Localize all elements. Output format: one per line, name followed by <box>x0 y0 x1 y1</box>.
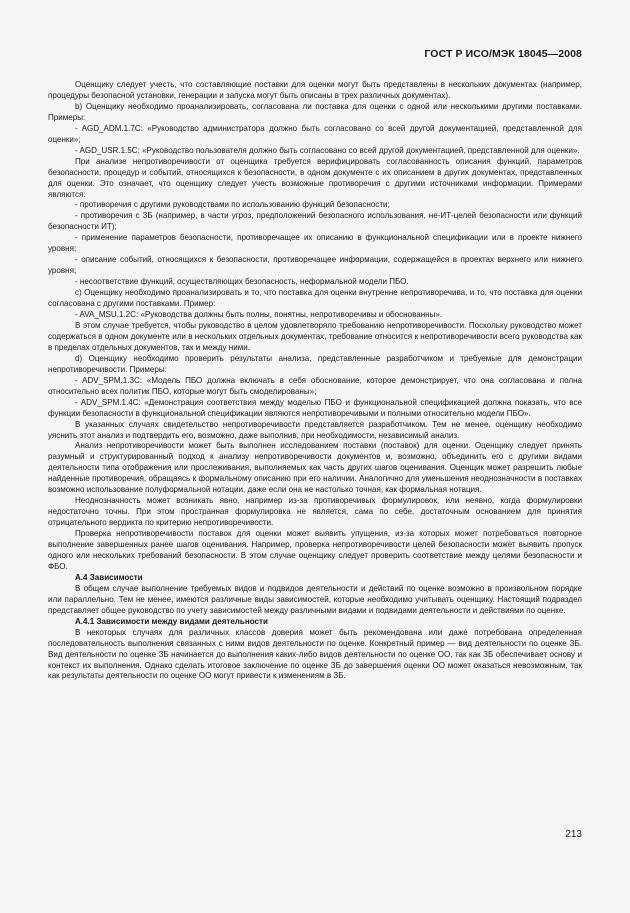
paragraph: В указанных случаях свидетельство непротиворечивости представляется разработчиком. Тем не менее, оценщику необходимо уяснить этот анализ и подтвердить его, возможно, даже выполнив, при необходимости, независимый анализ. <box>48 419 582 440</box>
list-item: - противоречия с ЗБ (например, в части угроз, предположений безопасного использования, не-ИТ-целей безопасности или функций безопасности ИТ); <box>48 211 582 232</box>
list-item: - AVA_MSU.1.2С: «Руководства должны быть полны, понятны, непротиворечивы и обоснованны». <box>75 310 443 320</box>
paragraph: Проверка непротиворечивости поставок для оценки может выявить упущения, из-за которых может потребоваться повторное выполнение завершенных ранее шагов оценивания. Например, проверка непротиворечивости целей безопасности может выявить пропуск одного или нескольких требований безопасности. В этом случае оценщику следует проверить соответствие между целями безопасности и ФБО. <box>48 529 582 571</box>
list-item: - применение параметров безопасности, противоречащее их описанию в функциональной спецификации или в проекте нижнего уровня; <box>48 233 582 254</box>
list-item: - ADV_SPM.1.4С: «Демонстрация соответствия между моделью ПБО и функциональной спецификацией должна показать, что все функции безопасности в функциональной спецификации являются непротиворечивыми и полными относительно модели ПБО». <box>48 397 582 418</box>
list-item: - ADV_SPM.1.3С: «Модель ПБО должна включать в себя обоснование, которое демонстрирует, что она согласована и полна относительно всех политик ПБО, которые могут быть смоделированы»; <box>48 375 582 396</box>
section-heading: А.4 Зависимости <box>75 572 143 582</box>
page-body <box>48 80 582 682</box>
page-number: 213 <box>565 829 582 840</box>
paragraph: В этом случае требуется, чтобы руководство в целом удовлетворяло требованию непротиворечивости. Поскольку руководство может содержаться в одном документе или в нескольких отдельных документах, требование относится к непротиворечивости всего руководства как в пределах отдельных документов, так и между ними. <box>48 320 582 352</box>
list-item: - несоответствие функций, осуществляющих безопасность, неформальной модели ПБО. <box>75 277 409 287</box>
subsection-heading: А.4.1 Зависимости между видами деятельности <box>75 616 268 626</box>
paragraph: В некоторых случаях для различных классов доверия может быть рекомендована или даже потребована определенная последовательность выполнения связанных с ними видов деятельности по оценке. Конкретный пример — вид деятельности по оценке ЗБ. Вид деятельности по оценке ЗБ начинается до выполнения каких-либо видов деятельности по оценке ОО, так как ЗБ обеспечивает основу и контекст их выполнения. Однако сделать итоговое заключение по оценке ЗБ до завершения оценки ОО может оказаться невозможным, так как результаты деятельности по оценке ОО могут привести к изменениям в ЗБ. <box>48 627 582 681</box>
paragraph: d) Оценщику необходимо проверить результаты анализа, представленные разработчиком и требуемые для демонстрации непротиворечивости. Примеры: <box>48 353 582 374</box>
paragraph: Анализ непротиворечивости может быть выполнен исследованием поставки (поставок) для оценки. Оценщику следует принять разумный и структурированный подход к анализу непротиворечивости документов и, возможно, объединить его с другими видами деятельности типа отображения или прослеживания, выполняемых как часть других шагов оценивания. Оценщик может разрешить любые найденные противоречия, обращаясь к формальному описанию при его наличии. Аналогично для уменьшения неоднозначности в поставках возможно использование полуформальной нотации, даже если она не настолько точная, как формальная нотация. <box>48 441 582 495</box>
paragraph: c) Оценщику необходимо проанализировать и то, что поставка для оценки внутренне непротиворечива, и то, что поставка для оценки согласована с другими поставками. Пример: <box>48 288 582 309</box>
list-item: - противоречия с другими руководствами по использованию функций безопасности; <box>75 200 390 210</box>
paragraph: В общем случае выполнение требуемых видов и подвидов деятельности и действий по оценке возможно в произвольном порядке или параллельно. Тем не менее, имеются различные виды зависимостей, которые необходимо учитывать оценщику. Настоящий подраздел представляет общее руководство по учету зависимостей между различными видами и подвидами деятельности и действиями по оценке. <box>48 583 582 615</box>
list-item: - AGD_USR.1.5С: «Руководство пользователя должно быть согласовано со всей другой документацией, представленной для оценки». <box>75 145 580 155</box>
list-item: - описание событий, относящихся к безопасности, противоречащее информации, содержащейся в проектах верхнего или нижнего уровня; <box>48 255 582 276</box>
paragraph: Неоднозначность может возникать явно, например из-за противоречивых формулировок, или неявно, когда формулировки недостаточно точны. При этом пространная формулировка не является, сама по себе, достаточным основанием для принятия отрицательного вердикта по критерию непротиворечивости. <box>48 496 582 528</box>
paragraph: b) Оценщику необходимо проанализировать, согласована ли поставка для оценки с одной или несколькими другими поставками. Примеры: <box>48 101 582 122</box>
list-item: - AGD_ADM.1.7С: «Руководство администратора должно быть согласовано со всей другой документацией, представленной для оценки»; <box>48 123 582 144</box>
paragraph: При анализе непротиворечивости от оценщика требуется верифицировать согласованность описания функций, параметров безопасности, процедур и событий, относящихся к безопасности, в одном документе с их описанием в других документах, представленных для оценки. Это означает, что оценщику следует учесть возможные противоречия с другими источниками информации. Примерами являются: <box>48 156 582 199</box>
paragraph: Оценщику следует учесть, что составляющие поставки для оценки могут быть представлены в нескольких документах (например, процедуры безопасной установки, генерации и запуска могут быть описаны в трех различных документах). <box>48 80 582 100</box>
standard-header: ГОСТ Р ИСО/МЭК 18045—2008 <box>424 48 582 60</box>
